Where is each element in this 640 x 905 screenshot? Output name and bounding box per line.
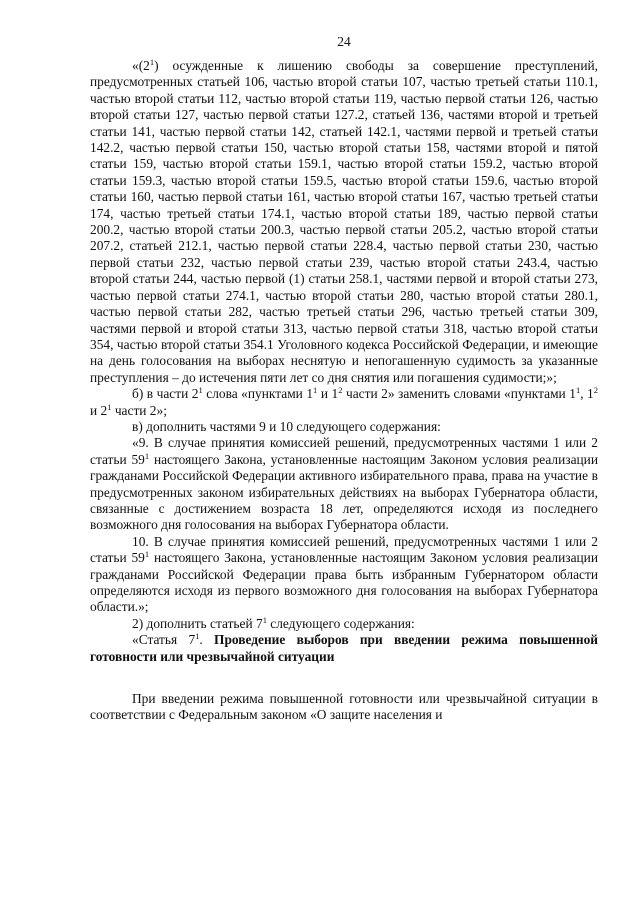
text-run: и 2 bbox=[90, 402, 108, 418]
paragraph-convicted-persons bbox=[90, 58, 598, 386]
text-run: слова «пунктами 1 bbox=[202, 386, 314, 402]
superscript: 1 bbox=[144, 450, 150, 461]
superscript: 1 bbox=[575, 385, 581, 396]
paragraph-part-9 bbox=[90, 435, 598, 533]
paragraph-amendment-2 bbox=[90, 616, 598, 632]
bold-text-run: Проведение выборов при введении режима повышенной готовности или чрезвычайной ситуации bbox=[90, 632, 598, 664]
text-run: «9. В случае принятия комиссией решений, предусмотренных частями 1 или 2 статьи 59 bbox=[90, 435, 598, 467]
text-run: , 1 bbox=[580, 386, 594, 402]
text-run: части 2»; bbox=[111, 402, 167, 418]
superscript: 1 bbox=[198, 385, 203, 396]
text-run: . bbox=[199, 632, 215, 648]
text-run: следующего содержания: bbox=[266, 615, 415, 631]
superscript: 1 bbox=[313, 385, 318, 396]
paragraph-article-body bbox=[90, 691, 598, 724]
text-run: в) дополнить частями 9 и 10 следующего содержания: bbox=[132, 418, 441, 434]
superscript: 2 bbox=[593, 385, 598, 396]
superscript: 1 bbox=[195, 631, 200, 642]
text-run: 10. В случае принятия комиссией решений, предусмотренных частями 1 или 2 статьи 59 bbox=[90, 533, 598, 566]
text-run: 2) дополнить статьей 7 bbox=[132, 615, 263, 631]
paragraph-amendment-c bbox=[90, 419, 598, 435]
page-number: 24 bbox=[337, 34, 351, 49]
text-run: ) осужденные к лишению свободы за совершение преступлений, предусмотренных статьей 106, частью второй статьи 107, частью третьей статьи 110.1, частью второй статьи 112, частью второй статьи 119, частью первой статьи 126, частью второй статьи 127, частью первой статьи 127.2, статьей 136, частями второй и третьей статьи 141, частью первой статьи 142, статьей 142.1, частями первой и третьей статьи 142.2, частью первой статьи 150, частью второй статьи 158, частями второй и пятой статьи 159, частью второй статьи 159.1, частью второй статьи 159.2, частью второй статьи 159.3, частью второй статьи 159.5, частью второй статьи 159.6, частью второй статьи 160, частью первой статьи 161, частью второй статьи 167, частью третьей статьи 174, частью третьей статьи 174.1, частью второй статьи 189, частью первой статьи 200.2, частью второй статьи 200.3, частью первой статьи 205.2, частью второй статьи 207.2, статьей 212.1, частью первой статьи 228.4, частью первой статьи 230, частью первой статьи 232, частью первой статьи 239, частью второй статьи 243.4, частью второй статьи 244, частью первой (1) статьи 258.1, частями первой и второй статьи 273, частью первой статьи 274.1, частью второй статьи 280, частью второй статьи 280.1, частью первой статьи 282, частью третьей статьи 296, частью третьей статьи 309, частями первой и второй статьи 313, частью первой статьи 318, частью второй статьи 354, частью второй статьи 354.1 Уголовного кодекса Российской Федерации, и имеющие на день голосования на выборах неснятую и непогашенную судимость за указанные преступления – до истечения пяти лет со дня снятия или погашения судимости;»; bbox=[90, 58, 598, 385]
text-run: настоящего Закона, установленные настоящим Законом условия реализации гражданами Российской Федерации активного избирательного права, права на участие в предусмотренных законом избирательных действиях на выборах Губернатора области, связанные с достижением возраста 18 лет, определяются исходя из последнего возможного дня голосования на выборах Губернатора области. bbox=[90, 451, 599, 533]
paragraph-amendment-b bbox=[90, 386, 598, 419]
article-heading bbox=[90, 632, 598, 665]
text-run: настоящего Закона, установленные настоящим Законом условия реализации гражданами Российской Федерации права быть избранным Губернатором области определяются исходя из первого возможного дня голосования на выборах Губернатора области.»; bbox=[90, 550, 599, 615]
text-run: б) в части 2 bbox=[132, 386, 199, 402]
superscript: 1 bbox=[149, 57, 155, 67]
text-run: и 1 bbox=[317, 386, 339, 402]
superscript: 1 bbox=[144, 549, 150, 560]
text-run: При введении режима повышенной готовности или чрезвычайной ситуации в соответствии с Федеральным законом «О защите населения и bbox=[90, 691, 598, 723]
text-run: «(2 bbox=[132, 58, 150, 73]
paragraph-part-10 bbox=[90, 534, 598, 616]
superscript: 1 bbox=[262, 614, 267, 625]
superscript: 2 bbox=[338, 385, 343, 396]
superscript: 1 bbox=[107, 401, 112, 412]
text-run: «Статья 7 bbox=[132, 632, 196, 648]
text-run: части 2» заменить словами «пунктами 1 bbox=[342, 386, 576, 402]
